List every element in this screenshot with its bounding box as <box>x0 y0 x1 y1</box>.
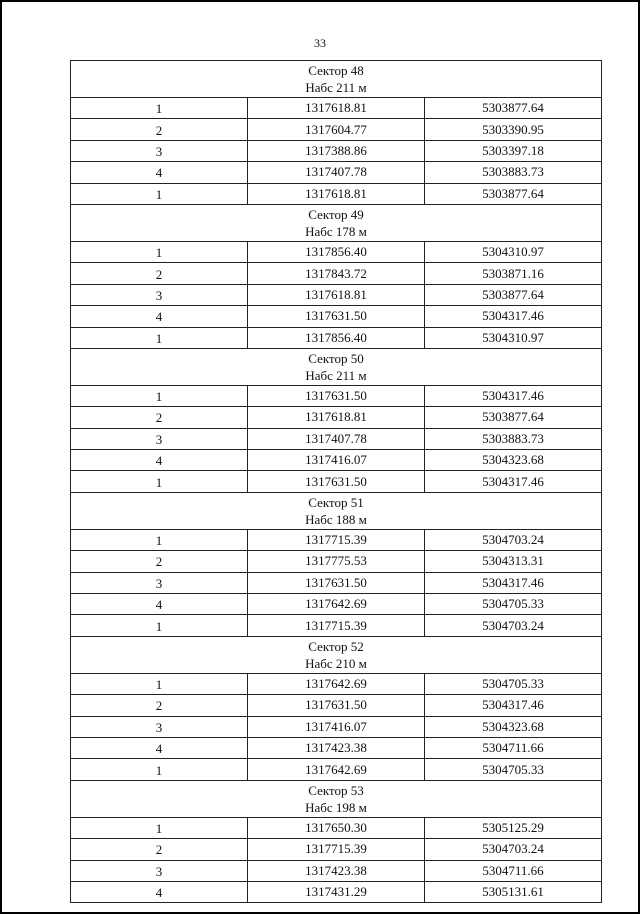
x-coordinate-cell: 1317715.39 <box>248 529 425 550</box>
point-number-cell: 3 <box>71 140 248 161</box>
x-coordinate-cell: 1317631.50 <box>248 306 425 327</box>
table-row <box>71 183 602 204</box>
y-coordinate-cell: 5303871.16 <box>425 263 602 284</box>
table-row <box>71 385 602 406</box>
x-coordinate-cell: 1317715.39 <box>248 839 425 860</box>
point-number-cell: 1 <box>71 615 248 636</box>
point-number-cell: 1 <box>71 241 248 262</box>
table-row <box>71 284 602 305</box>
y-coordinate-cell: 5303877.64 <box>425 183 602 204</box>
point-number-cell: 2 <box>71 551 248 572</box>
sector-header-row <box>71 492 602 529</box>
point-number-cell: 1 <box>71 817 248 838</box>
table-row <box>71 529 602 550</box>
table-row <box>71 615 602 636</box>
y-coordinate-cell: 5305131.61 <box>425 881 602 902</box>
x-coordinate-cell: 1317631.50 <box>248 471 425 492</box>
table-row <box>71 241 602 262</box>
x-coordinate-cell: 1317775.53 <box>248 551 425 572</box>
table-row <box>71 572 602 593</box>
table-row <box>71 737 602 758</box>
sector-title: Сектор 49 <box>308 206 364 222</box>
page-number: 33 <box>314 36 326 50</box>
y-coordinate-cell: 5303877.64 <box>425 284 602 305</box>
table-row <box>71 450 602 471</box>
table-row <box>71 817 602 838</box>
table-row <box>71 98 602 119</box>
sector-header-row <box>71 636 602 673</box>
sector-title: Сектор 53 <box>308 782 364 798</box>
sector-title: Сектор 50 <box>308 350 364 366</box>
point-number-cell: 3 <box>71 860 248 881</box>
x-coordinate-cell: 1317631.50 <box>248 385 425 406</box>
y-coordinate-cell: 5304313.31 <box>425 551 602 572</box>
sector-height: Набс 211 м <box>305 80 367 95</box>
point-number-cell: 4 <box>71 450 248 471</box>
point-number-cell: 1 <box>71 529 248 550</box>
table-row <box>71 759 602 780</box>
table-row <box>71 716 602 737</box>
x-coordinate-cell: 1317618.81 <box>248 183 425 204</box>
point-number-cell: 1 <box>71 759 248 780</box>
point-number-cell: 1 <box>71 327 248 348</box>
page-border-top <box>0 0 640 2</box>
x-coordinate-cell: 1317416.07 <box>248 716 425 737</box>
x-coordinate-cell: 1317407.78 <box>248 162 425 183</box>
y-coordinate-cell: 5303397.18 <box>425 140 602 161</box>
y-coordinate-cell: 5305125.29 <box>425 817 602 838</box>
point-number-cell: 4 <box>71 162 248 183</box>
table-row <box>71 306 602 327</box>
y-coordinate-cell: 5303390.95 <box>425 119 602 140</box>
y-coordinate-cell: 5304705.33 <box>425 594 602 615</box>
x-coordinate-cell: 1317715.39 <box>248 615 425 636</box>
table-row <box>71 428 602 449</box>
x-coordinate-cell: 1317423.38 <box>248 737 425 758</box>
x-coordinate-cell: 1317642.69 <box>248 673 425 694</box>
table-row <box>71 881 602 902</box>
sector-title: Сектор 51 <box>308 494 364 510</box>
x-coordinate-cell: 1317618.81 <box>248 407 425 428</box>
y-coordinate-cell: 5304310.97 <box>425 327 602 348</box>
x-coordinate-cell: 1317631.50 <box>248 572 425 593</box>
table-row <box>71 695 602 716</box>
y-coordinate-cell: 5304323.68 <box>425 716 602 737</box>
sector-height: Набс 188 м <box>305 511 367 527</box>
table-row <box>71 551 602 572</box>
sector-header-row <box>71 780 602 817</box>
y-coordinate-cell: 5304705.33 <box>425 759 602 780</box>
y-coordinate-cell: 5303883.73 <box>425 162 602 183</box>
x-coordinate-cell: 1317856.40 <box>248 241 425 262</box>
coordinates-table <box>70 60 602 903</box>
x-coordinate-cell: 1317856.40 <box>248 327 425 348</box>
y-coordinate-cell: 5304703.24 <box>425 615 602 636</box>
point-number-cell: 1 <box>71 98 248 119</box>
point-number-cell: 4 <box>71 594 248 615</box>
y-coordinate-cell: 5304317.46 <box>425 471 602 492</box>
x-coordinate-cell: 1317407.78 <box>248 428 425 449</box>
point-number-cell: 4 <box>71 737 248 758</box>
point-number-cell: 1 <box>71 385 248 406</box>
x-coordinate-cell: 1317431.29 <box>248 881 425 902</box>
sector-height: Набс 210 м <box>305 655 367 671</box>
point-number-cell: 2 <box>71 695 248 716</box>
point-number-cell: 3 <box>71 572 248 593</box>
sector-height: Набс 198 м <box>305 799 367 815</box>
table-row <box>71 673 602 694</box>
table-row <box>71 594 602 615</box>
point-number-cell: 1 <box>71 673 248 694</box>
table-row <box>71 839 602 860</box>
sector-header-row <box>71 348 602 385</box>
table-row <box>71 140 602 161</box>
x-coordinate-cell: 1317642.69 <box>248 594 425 615</box>
sector-title: Сектор 48 <box>308 63 364 78</box>
sector-header <box>71 204 602 241</box>
point-number-cell: 2 <box>71 407 248 428</box>
point-number-cell: 2 <box>71 119 248 140</box>
y-coordinate-cell: 5304703.24 <box>425 839 602 860</box>
table-row <box>71 119 602 140</box>
point-number-cell: 2 <box>71 839 248 860</box>
x-coordinate-cell: 1317416.07 <box>248 450 425 471</box>
point-number-cell: 3 <box>71 284 248 305</box>
y-coordinate-cell: 5304317.46 <box>425 695 602 716</box>
sector-header <box>71 348 602 385</box>
point-number-cell: 3 <box>71 428 248 449</box>
y-coordinate-cell: 5304703.24 <box>425 529 602 550</box>
point-number-cell: 4 <box>71 881 248 902</box>
sector-height: Набс 211 м <box>305 367 367 383</box>
sector-header <box>71 780 602 817</box>
table-row <box>71 263 602 284</box>
table-row <box>71 327 602 348</box>
y-coordinate-cell: 5304705.33 <box>425 673 602 694</box>
table-row <box>71 162 602 183</box>
y-coordinate-cell: 5303883.73 <box>425 428 602 449</box>
table-row <box>71 407 602 428</box>
sector-header <box>71 636 602 673</box>
y-coordinate-cell: 5303877.64 <box>425 98 602 119</box>
point-number-cell: 2 <box>71 263 248 284</box>
y-coordinate-cell: 5304310.97 <box>425 241 602 262</box>
y-coordinate-cell: 5304323.68 <box>425 450 602 471</box>
y-coordinate-cell: 5304317.46 <box>425 572 602 593</box>
y-coordinate-cell: 5304317.46 <box>425 306 602 327</box>
x-coordinate-cell: 1317642.69 <box>248 759 425 780</box>
x-coordinate-cell: 1317618.81 <box>248 284 425 305</box>
point-number-cell: 1 <box>71 183 248 204</box>
sector-header <box>71 492 602 529</box>
x-coordinate-cell: 1317618.81 <box>248 98 425 119</box>
y-coordinate-cell: 5304317.46 <box>425 385 602 406</box>
point-number-cell: 3 <box>71 716 248 737</box>
x-coordinate-cell: 1317650.30 <box>248 817 425 838</box>
x-coordinate-cell: 1317604.77 <box>248 119 425 140</box>
sector-header-row <box>71 204 602 241</box>
x-coordinate-cell: 1317631.50 <box>248 695 425 716</box>
x-coordinate-cell: 1317843.72 <box>248 263 425 284</box>
point-number-cell: 1 <box>71 471 248 492</box>
y-coordinate-cell: 5304711.66 <box>425 737 602 758</box>
x-coordinate-cell: 1317423.38 <box>248 860 425 881</box>
y-coordinate-cell: 5304711.66 <box>425 860 602 881</box>
sector-title: Сектор 52 <box>308 638 364 654</box>
table-row <box>71 860 602 881</box>
y-coordinate-cell: 5303877.64 <box>425 407 602 428</box>
page-border-left <box>0 0 2 914</box>
x-coordinate-cell: 1317388.86 <box>248 140 425 161</box>
sector-header <box>71 61 602 98</box>
sector-header-row <box>71 61 602 98</box>
sector-height: Набс 178 м <box>305 223 367 239</box>
point-number-cell: 4 <box>71 306 248 327</box>
table-row <box>71 471 602 492</box>
